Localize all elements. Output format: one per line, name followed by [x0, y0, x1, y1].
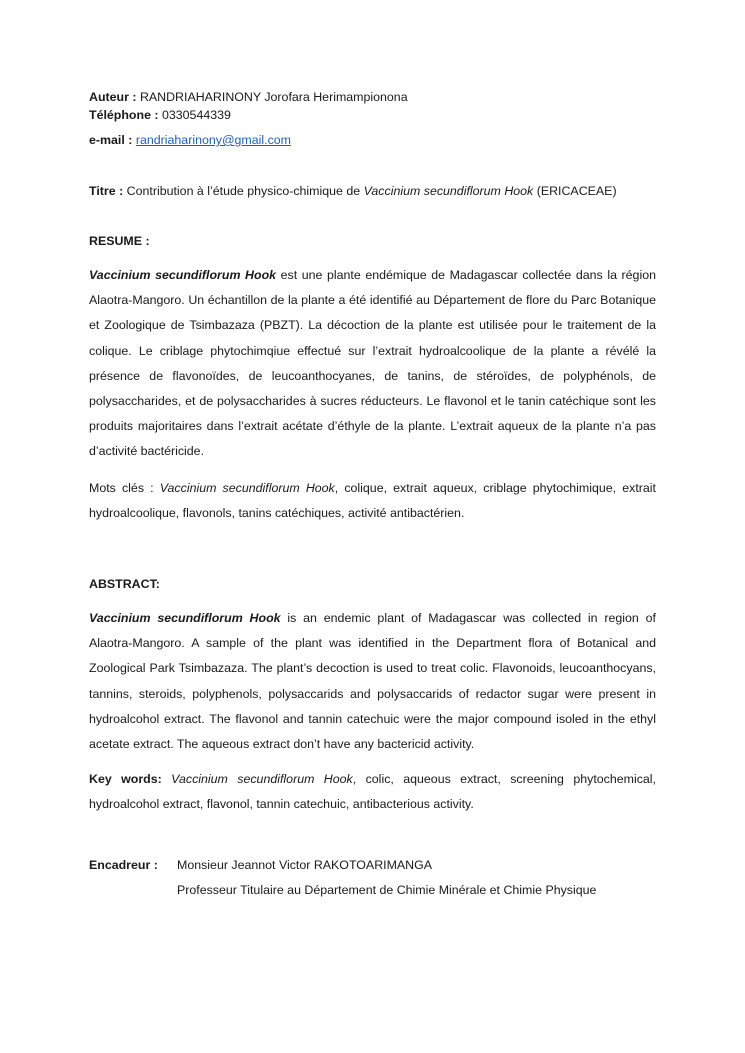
- title-species: Vaccinium secundiflorum Hook: [363, 184, 534, 198]
- supervisor-name-row: [177, 856, 432, 874]
- abstract-keywords: [89, 767, 656, 817]
- abstract-keywords-rest: , colic, aqueous extract, screening phytochemical, hydroalcohol extract, flavonol, tannin catechuic, antibacterious activity.: [89, 772, 656, 812]
- abstract-keywords-label: Key words:: [89, 772, 162, 786]
- supervisor-name: Monsieur Jeannot Victor RAKOTOARIMANGA: [177, 858, 433, 872]
- resume-heading-text: RESUME :: [89, 234, 150, 248]
- abstract-species: Vaccinium secundiflorum Hook: [89, 611, 281, 625]
- abstract-body: is an endemic plant of Madagascar was collected in region of Alaotra-Mangoro. A sample of the plant was identified in the Department flora of Botanical and Zoological Park Tsimbazaza. The plant’s decoction is used to treat colic. Flavonoids, leucoanthocyans, tannins, steroids, polyphenols, polysaccarids and polysaccarids of redactor sugar were present in hydroalcohol extract. The flavonol and tannin catechuic were the major compound isoled in the ethyl acetate extract. The aqueous extract don’t have any bactericid activity.: [89, 611, 656, 752]
- title-prefix: Contribution à l’étude physico-chimique de: [126, 184, 361, 198]
- supervisor-label-row: [89, 856, 158, 874]
- author-line: [89, 88, 656, 106]
- title-suffix: (ERICACEAE): [536, 184, 617, 198]
- resume-species: Vaccinium secundiflorum Hook: [89, 268, 277, 282]
- resume-keywords-label: Mots clés :: [89, 481, 154, 495]
- phone-label: Téléphone :: [89, 108, 159, 122]
- author-value: RANDRIAHARINONY Jorofara Herimampionona: [139, 90, 408, 104]
- abstract-keywords-species: Vaccinium secundiflorum Hook: [171, 772, 353, 786]
- resume-keywords-rest: , colique, extrait aqueux, criblage phytochimique, extrait hydroalcoolique, flavonols, tanins catéchiques, activité antibactérien.: [89, 481, 656, 521]
- phone-value: 0330544339: [161, 108, 231, 122]
- supervisor-position-row: [177, 881, 596, 899]
- resume-keywords: [89, 476, 656, 526]
- email-link[interactable]: randriaharinony@gmail.com: [135, 133, 291, 147]
- email-line: [89, 131, 656, 149]
- phone-line: [89, 106, 656, 124]
- supervisor-position: Professeur Titulaire au Département de Chimie Minérale et Chimie Physique: [177, 883, 597, 897]
- resume-heading: [89, 232, 656, 250]
- resume-body: est une plante endémique de Madagascar collectée dans la région Alaotra-Mangoro. Un échantillon de la plante a été identifié au Département de flore du Parc Botanique et Zoologique de Tsimbazaza (PBZT). La décoction de la plante est utilisée pour le traitement de la colique. Le criblage phytochimqiue effectué sur l’extrait hydroalcoolique de la plante a révélé la présence de flavonoïdes, de leucoanthocyanes, de tanins, de stéroïdes, de polyphénols, de polysaccharides, et de polysaccharides à sucres réducteurs. Le flavonol et le tanin catéchique sont les produits majoritaires dans l’extrait acétate d’éthyle de la plante. L’extrait aqueux de la plante n’a pas d’activité bactéricide.: [89, 268, 656, 459]
- author-label: Auteur :: [89, 90, 137, 104]
- resume-paragraph: [89, 263, 656, 465]
- email-label: e-mail :: [89, 133, 133, 147]
- title-line: [89, 182, 656, 200]
- abstract-heading: [89, 575, 656, 593]
- abstract-paragraph: [89, 606, 656, 757]
- abstract-heading-text: ABSTRACT:: [89, 577, 160, 591]
- resume-keywords-species: Vaccinium secundiflorum Hook: [159, 481, 335, 495]
- supervisor-label: Encadreur :: [89, 858, 158, 872]
- title-label: Titre :: [89, 184, 124, 198]
